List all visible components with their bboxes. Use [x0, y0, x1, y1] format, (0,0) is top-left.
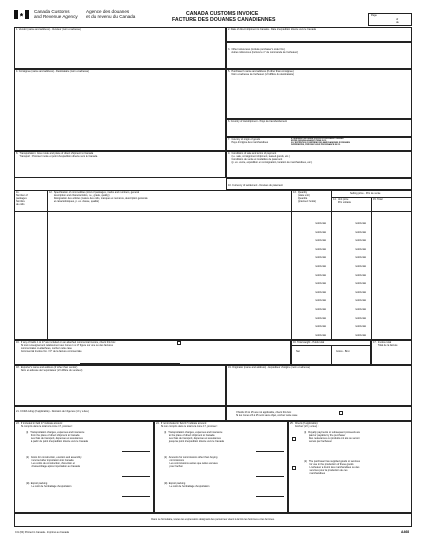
- specification-header: 12. Specification of commodities (kind of packages, marks and numbers, general description and characteristics, i.e., grade, quality) Désignation des articles (nature des colis, marques et numéros, description générale et caractéristiques, p. ex. classe, qualité): [49, 191, 148, 203]
- unit-price-unit-label: /unit/unité: [355, 290, 366, 294]
- quantity-unit-label: /unit/unité: [315, 308, 326, 311]
- unit-price-unit-label: /unit/unité: [355, 316, 366, 320]
- unit-price-unit-label: /unit/unité: [355, 273, 366, 277]
- quantity-unit-label: /unit/unité: [315, 282, 326, 286]
- quantity-unit-label: /unit/unité: [315, 230, 326, 234]
- field-24-label: 24. If not included in field 17 indicate amount: Si non compris dans le total à la zone 17, précisez :: [156, 422, 218, 428]
- not-applicable-label: If fields 23 to 25 are not applicable, check this box Si les zones 23 à 25 sont sans objet, cochez cette case: [236, 411, 298, 417]
- canada-flag-icon: [14, 10, 29, 19]
- purchaser-label: 5. Purchaser's name and address (if other than consignee) Nom et adresse de l'acheteur (s'il diffère du destinataire): [228, 70, 294, 76]
- quantity-unit-label: /unit/unité: [315, 316, 326, 320]
- page-label: Page: [371, 14, 377, 17]
- purchaser-supplied-checkbox[interactable]: [292, 466, 296, 470]
- packages-header: 11. Number of packages Nombre de colis: [16, 191, 28, 206]
- col-divider-13: [331, 190, 332, 340]
- field-23-iii-amount[interactable]: [122, 496, 150, 497]
- ruling-field[interactable]: [14, 406, 226, 421]
- not-applicable-checkbox[interactable]: [339, 411, 343, 415]
- field-24-i: (i) Transportation charges, expenses and insurance to the place of direct shipment to Canada Les frais de transport, dépenses et assurances jusqu'au point d'expédition directe vers le Canada: [164, 431, 224, 443]
- form-code: A468: [401, 530, 410, 534]
- field-24-iii-amount[interactable]: [256, 496, 284, 497]
- unit-price-unit-label: /unit/unité: [355, 256, 366, 260]
- field-23-label: 23. If included in field 17 indicate amount: Si compris dans le total à la zone 17, précisez :: [16, 422, 74, 428]
- field-23-ii: (ii) Costs for construction, erection and assembly incurred after importation into Canada Les coûts de construction, d'érection et d'assemblage après importation au Canada: [26, 456, 82, 468]
- field-24-iii: (iii) Export packing Le coût de l'emballage d'exportation: [164, 482, 210, 488]
- transhipment-label: 6. Country of transhipment - Pays de transbordement: [228, 120, 287, 123]
- field-23-iii: (iii) Export packing Le coût de l'emballage d'exportation: [26, 482, 72, 488]
- invoice-total-label: 17. Invoice total Total de la facture: [373, 341, 398, 347]
- form-id: CI1 (00) Printed in Canada - Imprimé au Canada: [15, 531, 69, 534]
- field-24-ii-amount[interactable]: [256, 476, 284, 477]
- form-title-en: CANADA CUSTOMS INVOICE: [186, 11, 259, 17]
- conditions-of-sale-label: 9. Conditions of sale and terms of payment (i.e. sale, consignment shipment, leased goods, etc.) Conditions de vente et modalités de paiement (p. ex. vente, expédition en consignation, location de marchandises, etc.): [228, 152, 313, 164]
- field-23-i-amount[interactable]: [122, 451, 150, 452]
- commercial-invoice-label: 16. If any of fields 1 to 17 are included on an attached commercial invoice, check this box Si tout renseignement relativement aux zones 1 à 17 figure sur une ou des factures commerciales ci-attachées, cochez cette case Commercial Invoice No. / N° de la facture commerciale: [16, 341, 116, 353]
- gross-weight-input[interactable]: [331, 345, 371, 365]
- quantity-unit-label: /unit/unité: [315, 265, 326, 268]
- net-weight-input[interactable]: [291, 345, 331, 365]
- field-25-ii: (ii) The purchaser has supplied goods or services for use in the production of these goods L'acheteur a fourni des marchandises ou des services pour la production de ces marchandises: [304, 460, 360, 475]
- commercial-invoice-number-line[interactable]: [80, 363, 180, 364]
- consignee-field[interactable]: [14, 69, 226, 151]
- origin-note: IF SHIPMENT INCLUDES GOODS OF DIFFERENT ORIGINS ENTER ORIGINS AGAINST ITEMS IN 12. SI L'EXPÉDITION COMPREND DES MARCHANDISES D'ORIGINES DIFFÉRENTES, PRÉCISEZ LEUR PROVENANCE EN 12.: [291, 137, 350, 147]
- ruling-label: 21. CCRA ruling (if applicable) - Décision de l'Agence (s'il y a lieu): [16, 410, 89, 413]
- transportation-label: 8. Transportation: Give mode and place of direct shipment to Canada Transport : Précisez mode et point d'expédition directe vers le Canada: [16, 152, 98, 158]
- quantity-unit-label: /unit/unité: [315, 256, 326, 260]
- col-divider-11: [47, 190, 48, 340]
- quantity-unit-label: /unit/unité: [315, 299, 326, 303]
- total-weight-label: 16. Total weight - Poids total: [293, 341, 325, 344]
- consignee-label: 4. Consignee (name and address) - Destinataire (nom et adresse): [16, 70, 89, 73]
- field-25-i: (i) Royalty payments or subsequent proceeds are paid or payable by the purchaser Des redevances ou produits ont été ou seront versés par l'acheteur: [304, 431, 360, 443]
- unit-price-unit-label: /unit/unité: [355, 282, 366, 286]
- agency-name-fr: Agence des douanes et du revenu du Canada: [86, 9, 136, 20]
- quantity-header: 13. Quantity (state unit) Quantité (précisez l'unité): [293, 191, 316, 203]
- currency-label: 10. Currency of settlement - Devises du paiement: [228, 184, 283, 187]
- page-de-label: de: [396, 21, 399, 24]
- unit-price-header: 14. Unit price Prix unitaire: [333, 198, 352, 204]
- gross-weight-label: Gross - Brut: [336, 350, 350, 353]
- field-24-ii: (ii) Amounts for commissions other than buying commissions Les commissions autres que celles versées pour l'achat: [164, 456, 218, 468]
- form-title-fr: FACTURE DES DOUANES CANADIENNES: [172, 17, 276, 23]
- quantity-unit-label: /unit/unité: [315, 273, 326, 277]
- vendor-label: 1. Vendor (name and address) - Vendeur (nom et adresse): [16, 28, 81, 31]
- net-weight-label: Net: [296, 350, 300, 353]
- quantity-unit-label: /unit/unité: [315, 290, 326, 294]
- quantity-unit-label: /unit/unité: [315, 222, 326, 225]
- table-header-line: [14, 211, 412, 212]
- field-23-ii-amount[interactable]: [122, 476, 150, 477]
- unit-price-unit-label: /unit/unité: [355, 247, 366, 251]
- agency-name-en: Canada Customs and Revenue Agency: [34, 9, 78, 20]
- unit-price-unit-label: /unit/unité: [355, 325, 366, 329]
- unit-price-unit-label: /unit/unité: [355, 333, 366, 337]
- field-25-label: 25. Check (if applicable): Cochez (s'il y a lieu) :: [290, 422, 319, 428]
- quantity-unit-label: /unit/unité: [315, 325, 326, 329]
- other-references-label: 3. Other references (include purchaser's order No.) Autres références (inclure le n° de commande de l'acheteur): [228, 48, 298, 54]
- page-of-label: of: [396, 18, 399, 21]
- commercial-invoice-checkbox[interactable]: [177, 341, 181, 345]
- field-24-i-amount[interactable]: [256, 451, 284, 452]
- royalty-checkbox[interactable]: [292, 437, 296, 441]
- originator-label: 19. Originator (name and address) - Expéditeur d'origine (nom et adresse): [228, 366, 311, 369]
- total-header: 15. Total: [373, 198, 383, 201]
- unit-price-unit-label: /unit/unité: [355, 308, 366, 311]
- col-divider-14: [371, 197, 372, 340]
- unit-price-unit-label: /unit/unité: [355, 230, 366, 234]
- footer-note: Dans ce formulaire, toutes les expressions désignant des personnes visent à la fois les hommes et les femmes.: [151, 518, 275, 521]
- unit-price-unit-label: /unit/unité: [355, 265, 366, 268]
- purchaser-field[interactable]: [226, 69, 412, 119]
- exporter-label: 18. Exporter's name and address (if other than vendor) Nom et adresse de l'exportateur (s'il diffère du vendeur): [16, 366, 83, 372]
- field-23-i: (i) Transportation charges, expenses and insurance from the place of direct shipment to Canada Les frais de transport, dépenses et assurances à partir du point d'expédition directe vers le Canada: [26, 431, 88, 443]
- other-references-field[interactable]: [226, 42, 412, 69]
- vendor-field[interactable]: [14, 27, 226, 69]
- quantity-unit-label: /unit/unité: [315, 247, 326, 251]
- col-divider-12: [291, 190, 292, 340]
- quantity-unit-label: /unit/unité: [315, 333, 326, 337]
- country-of-origin-label: 7. Country of origin of goods Pays d'origine des marchandises: [228, 138, 269, 144]
- unit-price-unit-label: /unit/unité: [355, 239, 366, 243]
- unit-price-unit-label: /unit/unité: [355, 222, 366, 225]
- selling-price-header: Selling price - Prix de vente: [350, 192, 381, 195]
- quantity-unit-label: /unit/unité: [315, 239, 326, 243]
- shipment-date-label: 2. Date of direct shipment to Canada - Date d'expédition directe vers le Canada: [228, 28, 316, 31]
- originator-field[interactable]: [226, 365, 412, 406]
- unit-price-unit-label: /unit/unité: [355, 299, 366, 303]
